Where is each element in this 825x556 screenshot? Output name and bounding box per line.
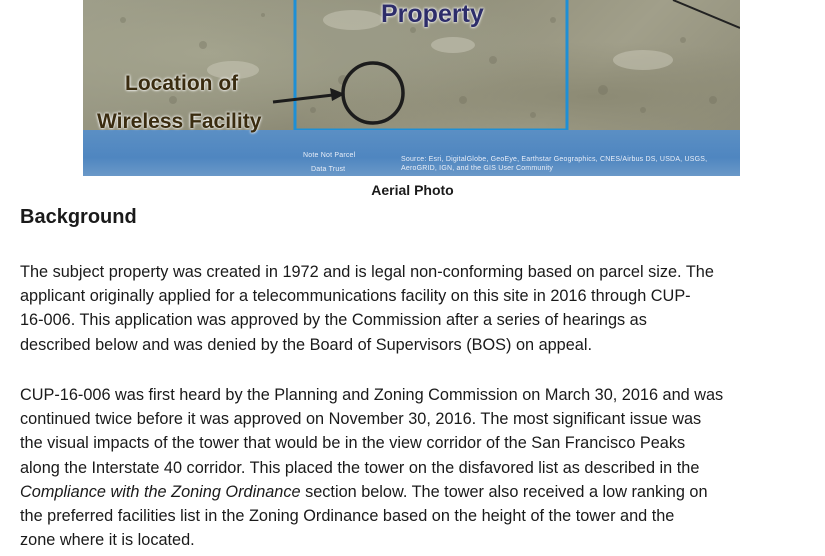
attribution-band (83, 130, 740, 176)
facility-location-circle (343, 63, 403, 123)
location-label-line1: Location of (125, 72, 239, 95)
paragraph-2 (20, 383, 810, 552)
attribution-source-2: AeroGRID, IGN, and the GIS User Community (401, 165, 554, 172)
paragraph-line: CUP-16-006 was first heard by the Planning and Zoning Commission on March 30, 2016 and was (20, 386, 724, 404)
paragraph-line: described below and was denied by the Board of Supervisors (BOS) on appeal. (20, 335, 592, 354)
aerial-photo (83, 0, 740, 176)
paragraph-line (20, 480, 810, 504)
photo-caption: Aerial Photo (371, 182, 454, 198)
paragraph-line: the visual impacts of the tower that would be in the view corridor of the San Francisco Peaks (20, 434, 686, 453)
road-line (673, 0, 740, 28)
paragraph-line: zone where it is located. (20, 531, 195, 550)
attribution-source-1: Source: Esri, DigitalGlobe, GeoEye, Earthstar Geographics, CNES/Airbus DS, USDA, USGS, (401, 156, 708, 163)
ordinance-section-reference: Compliance with the Zoning Ordinance (20, 482, 301, 501)
paragraph-line: The subject property was created in 1972 and is legal non-conforming based on parcel size. The (20, 263, 714, 281)
paragraph-line: 16-006. This application was approved by the Commission after a series of hearings as (20, 311, 647, 330)
paragraph-1 (20, 260, 810, 357)
attribution-note-1: Note Not Parcel (303, 152, 356, 159)
section-heading: Background (20, 206, 137, 228)
location-arrow (273, 95, 333, 102)
location-label-line2: Wireless Facility (97, 110, 262, 133)
attribution-note-2: Data Trust (311, 166, 346, 173)
paragraph-line: applicant originally applied for a telecommunications facility on this site in 2016 through CUP- (20, 287, 691, 306)
paragraph-line: continued twice before it was approved on November 30, 2016. The most significant issue was (20, 410, 702, 429)
property-label: Property (381, 0, 484, 28)
paragraph-line: along the Interstate 40 corridor. This placed the tower on the disfavored list as described in the (20, 458, 700, 477)
paragraph-line: the preferred facilities list in the Zoning Ordinance based on the height of the tower and the (20, 507, 675, 526)
paragraph-text: section below. The tower also received a low ranking on (300, 482, 708, 501)
